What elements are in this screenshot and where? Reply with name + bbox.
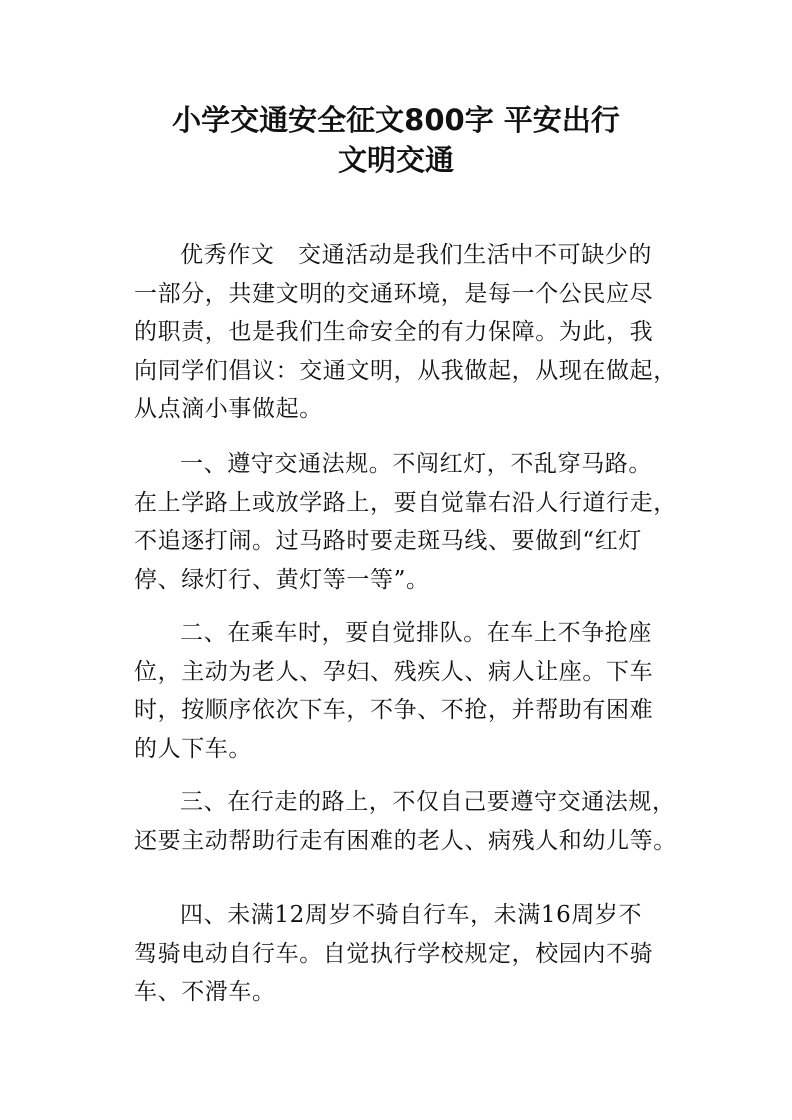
paragraph-line: 停、绿灯行、黄灯等一等”。 — [134, 566, 430, 593]
document-title-line-1: 小学交通安全征文800字 平安出行 — [172, 103, 620, 137]
paragraph-line: 一部分，共建文明的交通环境，是每一个公民应尽 — [134, 280, 654, 307]
paragraph-line: 一、遵守交通法规。不闯红灯，不乱穿马路。 — [180, 451, 652, 477]
paragraph-rule-2 — [134, 614, 674, 768]
paragraph-line: 位，主动为老人、孕妇、残疾人、病人让座。下车 — [134, 658, 654, 685]
paragraph-line: 从点滴小事做起。 — [134, 396, 323, 422]
paragraph-line: 车、不滑车。 — [134, 979, 276, 1005]
paragraph-rule-1 — [134, 445, 677, 599]
paragraph-line: 在上学路上或放学路上，要自觉靠右沿人行道行走， — [134, 489, 677, 516]
paragraph-line: 驾骑电动自行车。自觉执行学校规定，校园内不骑 — [134, 940, 654, 967]
paragraph-line: 的人下车。 — [134, 735, 252, 762]
paragraph-rule-4 — [134, 896, 674, 1012]
paragraph-line: 四、未满12周岁不骑自行车，未满16周岁不 — [180, 902, 643, 928]
paragraph-rule-3 — [134, 783, 677, 860]
paragraph-intro — [134, 236, 677, 429]
paragraph-line: 二、在乘车时，要自觉排队。在车上不争抢座 — [180, 620, 652, 646]
paragraph-line: 向同学们倡议：交通文明，从我做起，从现在做起， — [134, 357, 677, 384]
paragraph-line: 时，按顺序依次下车，不争、不抢，并帮助有困难 — [134, 697, 654, 723]
paragraph-line: 还要主动帮助行走有困难的老人、病残人和幼儿等。 — [134, 827, 677, 854]
paragraph-line: 不追逐打闹。过马路时要走斑马线、要做到“红灯 — [134, 528, 642, 554]
paragraph-line: 优秀作文 交通活动是我们生活中不可缺少的 — [180, 242, 652, 268]
paragraph-line: 的职责，也是我们生命安全的有力保障。为此，我 — [134, 319, 654, 345]
paragraph-line: 三、在行走的路上，不仅自己要遵守交通法规， — [180, 789, 676, 815]
document-title-line-2: 文明交通 — [337, 143, 454, 177]
